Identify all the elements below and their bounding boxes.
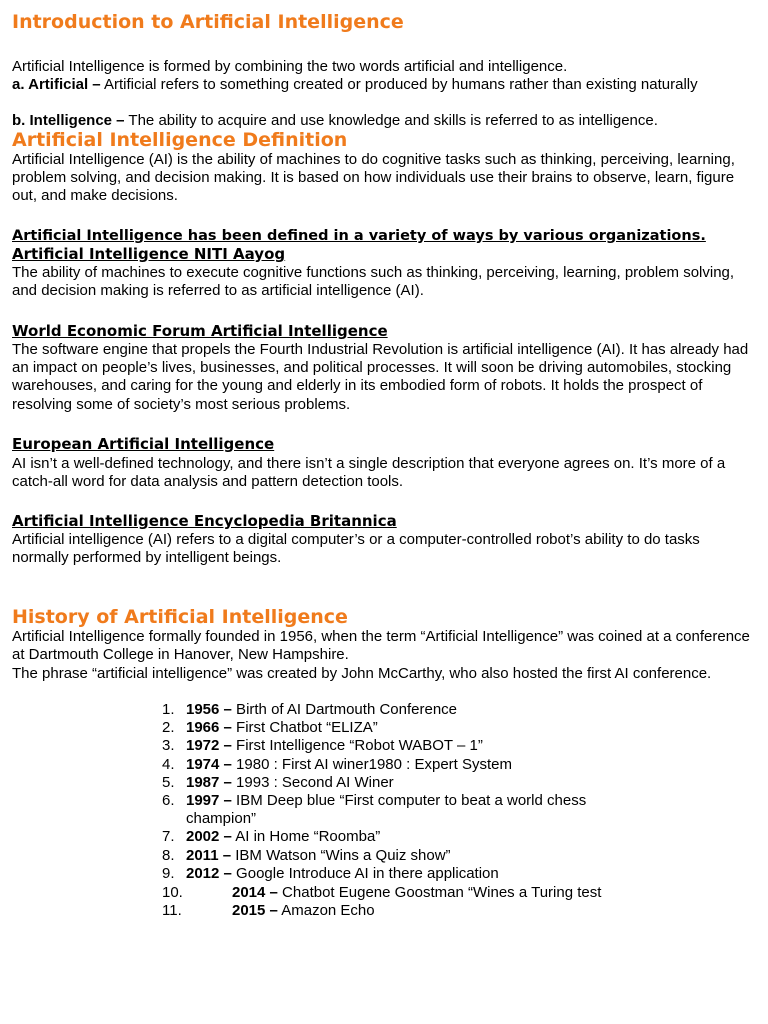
history-heading: History of Artificial Intelligence bbox=[12, 606, 348, 628]
timeline-number: 7. bbox=[162, 828, 175, 845]
artificial-definition bbox=[12, 76, 760, 94]
timeline-event: Birth of AI Dartmouth Conference bbox=[231, 701, 458, 718]
timeline-number: 11. bbox=[162, 902, 182, 919]
timeline-number: 10. bbox=[162, 884, 183, 901]
org-heading-niti: Artificial Intelligence NITI Aayog bbox=[12, 245, 286, 263]
timeline-event: Chatbot Eugene Goostman “Wines a Turing test bbox=[277, 884, 602, 901]
timeline-year: 1966 – bbox=[186, 719, 232, 736]
timeline-item bbox=[186, 701, 656, 719]
timeline-item bbox=[186, 719, 656, 737]
org-heading-wef: World Economic Forum Artificial Intelligence bbox=[12, 322, 388, 340]
org-text-wef: The software engine that propels the Fourth Industrial Revolution is artificial intelligence (AI). It has already had an impact on people’s lives, businesses, and political processes. It will soon be driving automobiles, stocking warehouses, and caring for the young and elderly in its embodied form of robots. It holds the prospect of resolving some of society’s most serious problems. bbox=[12, 341, 749, 413]
timeline-event: 1993 : Second AI Winer bbox=[231, 774, 394, 791]
artificial-text: Artificial refers to something created or produced by humans rather than existing naturally bbox=[100, 76, 698, 93]
organizations-intro: Artificial Intelligence has been defined in a variety of ways by various organizations. bbox=[12, 228, 706, 244]
intro-line: Artificial Intelligence is formed by combining the two words artificial and intelligence. bbox=[12, 58, 568, 75]
timeline-item bbox=[186, 847, 656, 865]
timeline-year: 2014 – bbox=[232, 884, 278, 901]
timeline-item bbox=[186, 792, 656, 828]
intelligence-definition bbox=[12, 112, 658, 130]
timeline-number: 2. bbox=[162, 719, 175, 736]
timeline-number: 5. bbox=[162, 774, 175, 791]
timeline-year: 1997 – bbox=[186, 792, 232, 809]
definition-heading: Artificial Intelligence Definition bbox=[12, 129, 348, 151]
artificial-term: a. Artificial – bbox=[12, 76, 101, 93]
timeline-year: 1974 – bbox=[186, 756, 232, 773]
org-text-niti: The ability of machines to execute cognitive functions such as thinking, perceiving, learning, problem solving, and decision making is referred to as artificial intelligence (AI). bbox=[12, 264, 735, 300]
org-heading-britannica: Artificial Intelligence Encyclopedia Britannica bbox=[12, 512, 397, 530]
org-text-european: AI isn’t a well-defined technology, and there isn’t a single description that everyone agrees on. It’s more of a catch-all word for data analysis and pattern detection tools. bbox=[12, 455, 726, 491]
timeline-event: IBM Watson “Wins a Quiz show” bbox=[231, 847, 451, 864]
intelligence-text: The ability to acquire and use knowledge and skills is referred to as intelligence. bbox=[124, 112, 658, 129]
timeline-event: First Chatbot “ELIZA” bbox=[231, 719, 378, 736]
timeline-item bbox=[232, 884, 702, 902]
timeline-number: 6. bbox=[162, 792, 175, 809]
timeline-item bbox=[186, 737, 656, 755]
definition-text: Artificial Intelligence (AI) is the ability of machines to do cognitive tasks such as thinking, perceiving, learning, problem solving, and decision making. It is based on how individuals use their brains to observe, learn, figure out, and make decisions. bbox=[12, 151, 735, 205]
history-text-mccarthy: The phrase “artificial intelligence” was created by John McCarthy, who also hosted the first AI conference. bbox=[12, 665, 712, 682]
timeline-item bbox=[186, 865, 656, 883]
timeline-event: AI in Home “Roomba” bbox=[231, 828, 381, 845]
timeline-year: 1987 – bbox=[186, 774, 232, 791]
timeline-number: 8. bbox=[162, 847, 175, 864]
timeline-number: 9. bbox=[162, 865, 175, 882]
timeline-event: Google Introduce AI in there application bbox=[231, 865, 499, 882]
timeline-year: 2012 – bbox=[186, 865, 232, 882]
org-heading-european: European Artificial Intelligence bbox=[12, 435, 275, 453]
timeline-number: 4. bbox=[162, 756, 175, 773]
org-text-britannica: Artificial intelligence (AI) refers to a digital computer’s or a computer-controlled robot’s ability to do tasks normally performed by intelligent beings. bbox=[12, 531, 700, 567]
timeline-year: 2002 – bbox=[186, 828, 232, 845]
timeline-item bbox=[186, 756, 656, 774]
timeline-year: 1956 – bbox=[186, 701, 232, 718]
history-text-founding: Artificial Intelligence formally founded in 1956, when the term “Artificial Intelligence” was coined at a conference at Dartmouth College in Hanover, New Hampshire. bbox=[12, 628, 750, 664]
timeline-year: 2015 – bbox=[232, 902, 278, 919]
timeline-item bbox=[232, 902, 702, 920]
page-title: Introduction to Artificial Intelligence bbox=[12, 11, 404, 33]
intelligence-term: b. Intelligence – bbox=[12, 112, 125, 129]
timeline-item bbox=[186, 774, 656, 792]
timeline-year: 2011 – bbox=[186, 847, 232, 864]
timeline-number: 1. bbox=[162, 701, 175, 718]
timeline-number: 3. bbox=[162, 737, 175, 754]
timeline-event: First Intelligence “Robot WABOT – 1” bbox=[231, 737, 483, 754]
timeline-event: IBM Deep blue “First computer to beat a world chess champion” bbox=[186, 792, 587, 828]
timeline-item bbox=[186, 828, 656, 846]
timeline-year: 1972 – bbox=[186, 737, 232, 754]
timeline-event: 1980 : First AI winer1980 : Expert System bbox=[231, 756, 513, 773]
timeline-event: Amazon Echo bbox=[277, 902, 375, 919]
